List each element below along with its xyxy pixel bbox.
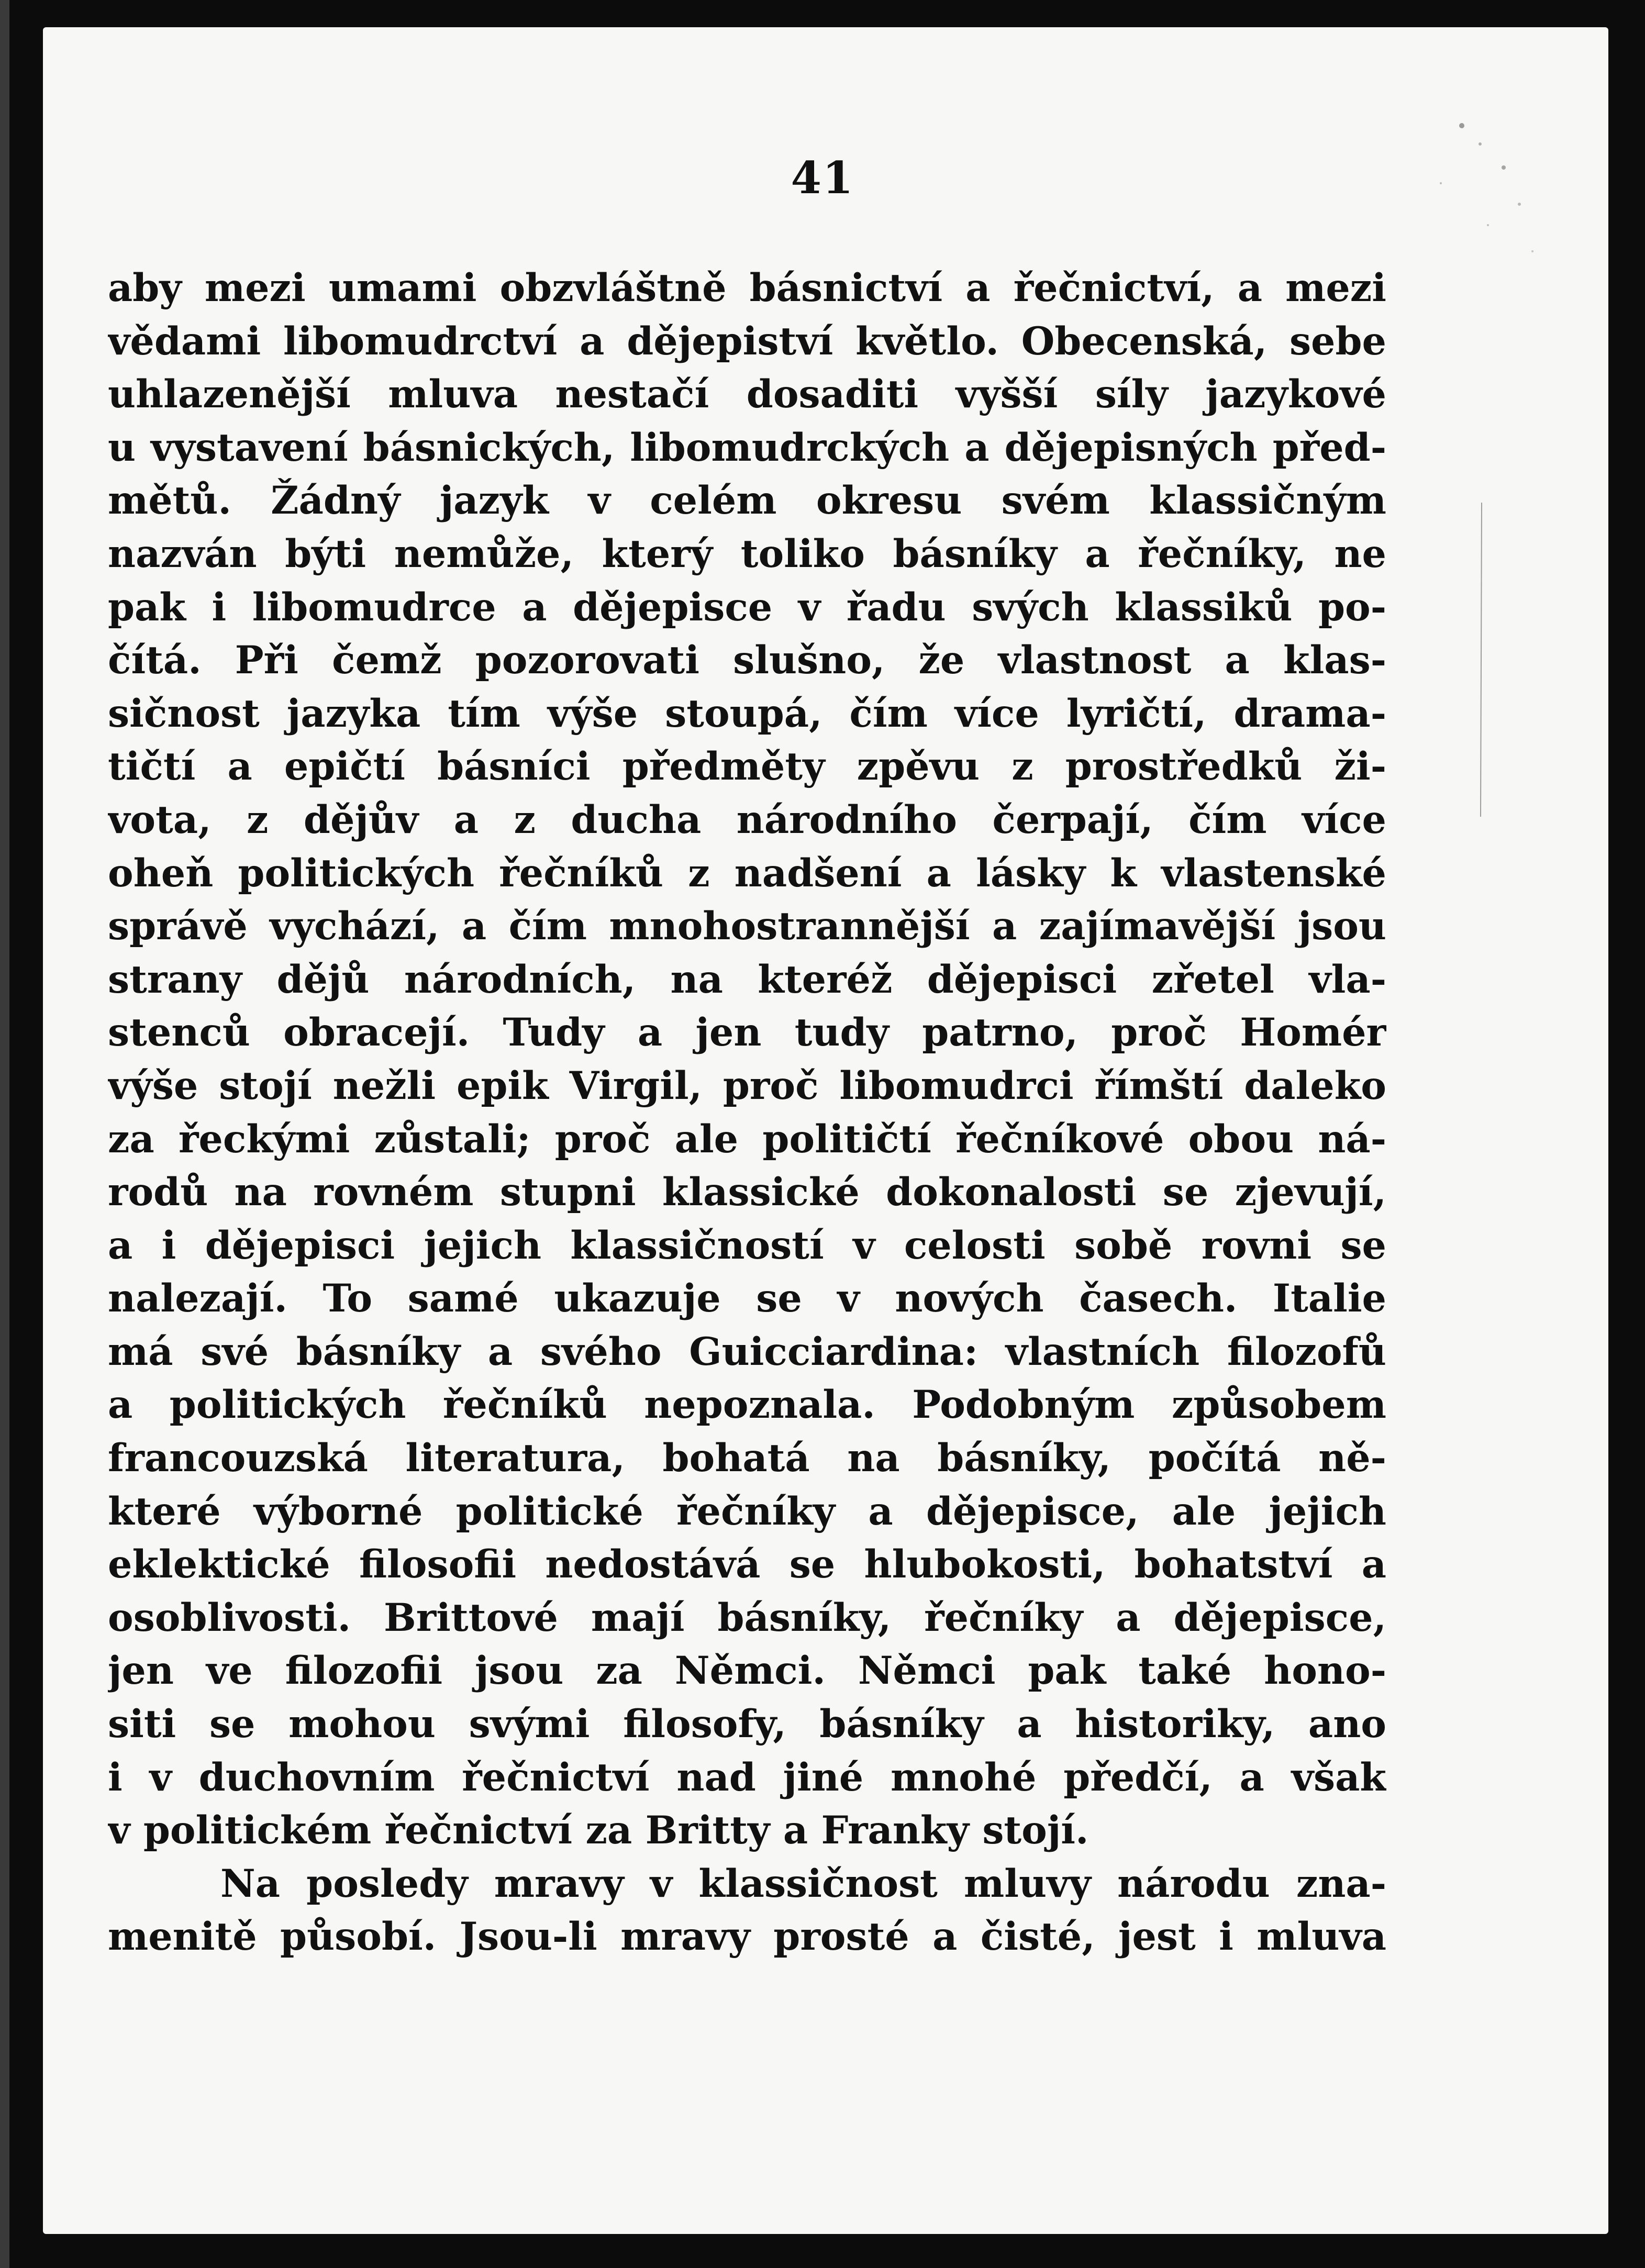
text-line: a i dějepisci jejich klassičností v celosti sobě rovni se — [108, 1222, 1386, 1268]
text-line: Na posledy mravy v klassičnost mluvy národu zna- — [220, 1861, 1386, 1906]
text-line: správě vychází, a čím mnohostrannější a zajímavější jsou — [108, 904, 1386, 949]
text-line: které výborné politické řečníky a dějepisce, ale jejich — [108, 1488, 1386, 1534]
text-line: nazván býti nemůže, který toliko básníky a řečníky, ne — [108, 531, 1386, 576]
paragraph-2 — [108, 1858, 1386, 1964]
text-line: výše stojí nežli epik Virgil, proč libomudrci římští daleko — [108, 1063, 1386, 1108]
page-number: 41 — [791, 152, 854, 204]
text-line: u vystavení básnických, libomudrckých a dějepisných před- — [108, 425, 1386, 470]
text-line: vědami libomudrctví a dějepiství květlo. Obecenská, sebe — [108, 318, 1386, 364]
text-line: aby mezi umami obzvláštně básnictví a řečnictví, a mezi — [108, 265, 1386, 310]
text-line: má své básníky a svého Guicciardina: vlastních filozofů — [108, 1329, 1386, 1374]
text-line: sičnost jazyka tím výše stoupá, čím více lyričtí, drama- — [108, 691, 1386, 736]
text-line: stenců obracejí. Tudy a jen tudy patrno, proč Homér — [108, 1010, 1386, 1055]
text-line: osoblivosti. Brittové mají básníky, řečníky a dějepisce, — [108, 1595, 1386, 1640]
text-line: strany dějů národních, na kteréž dějepisci zřetel vla- — [108, 957, 1386, 1002]
text-line: tičtí a epičtí básníci předměty zpěvu z prostředků ži- — [108, 744, 1386, 790]
text-line: uhlazenější mluva nestačí dosaditi vyšší síly jazykové — [108, 372, 1386, 417]
paragraph-1 — [108, 262, 1386, 1858]
text-line: čítá. Při čemž pozorovati slušno, že vlastnost a klas- — [108, 638, 1386, 683]
text-line: i v duchovním řečnictví nad jiné mnohé předčí, a však — [108, 1754, 1386, 1800]
text-line: francouzská literatura, bohatá na básníky, počítá ně- — [108, 1436, 1386, 1481]
text-line: oheň politických řečníků z nadšení a lásky k vlastenské — [108, 850, 1386, 896]
text-line: nalezají. To samé ukazuje se v nových časech. Italie — [108, 1276, 1386, 1321]
text-line: rodů na rovném stupni klassické dokonalosti se zjevují, — [108, 1170, 1386, 1215]
text-line: a politických řečníků nepoznala. Podobným způsobem — [108, 1382, 1386, 1428]
text-line: mětů. Žádný jazyk v celém okresu svém klassičným — [108, 478, 1386, 524]
margin-pencil-mark — [1479, 503, 1484, 817]
text-line: vota, z dějův a z ducha národního čerpají, čím více — [108, 797, 1386, 842]
text-line: za řeckými zůstali; proč ale političtí řečníkové obou ná- — [108, 1116, 1386, 1162]
body-text — [108, 262, 1386, 1964]
text-line: v politickém řečnictví za Britty a Franky stojí. — [108, 1808, 1089, 1853]
text-line: siti se mohou svými filosofy, básníky a historiky, ano — [108, 1702, 1386, 1747]
text-line: eklektické filosofii nedostává se hlubokosti, bohatství a — [108, 1542, 1386, 1587]
binding-edge — [0, 0, 9, 2268]
text-line: pak i libomudrce a dějepisce v řadu svých klassiků po- — [108, 584, 1386, 630]
text-line: jen ve filozofii jsou za Němci. Němci pak také hono- — [108, 1648, 1386, 1694]
text-line: menitě působí. Jsou-li mravy prosté a čisté, jest i mluva — [108, 1914, 1386, 1960]
